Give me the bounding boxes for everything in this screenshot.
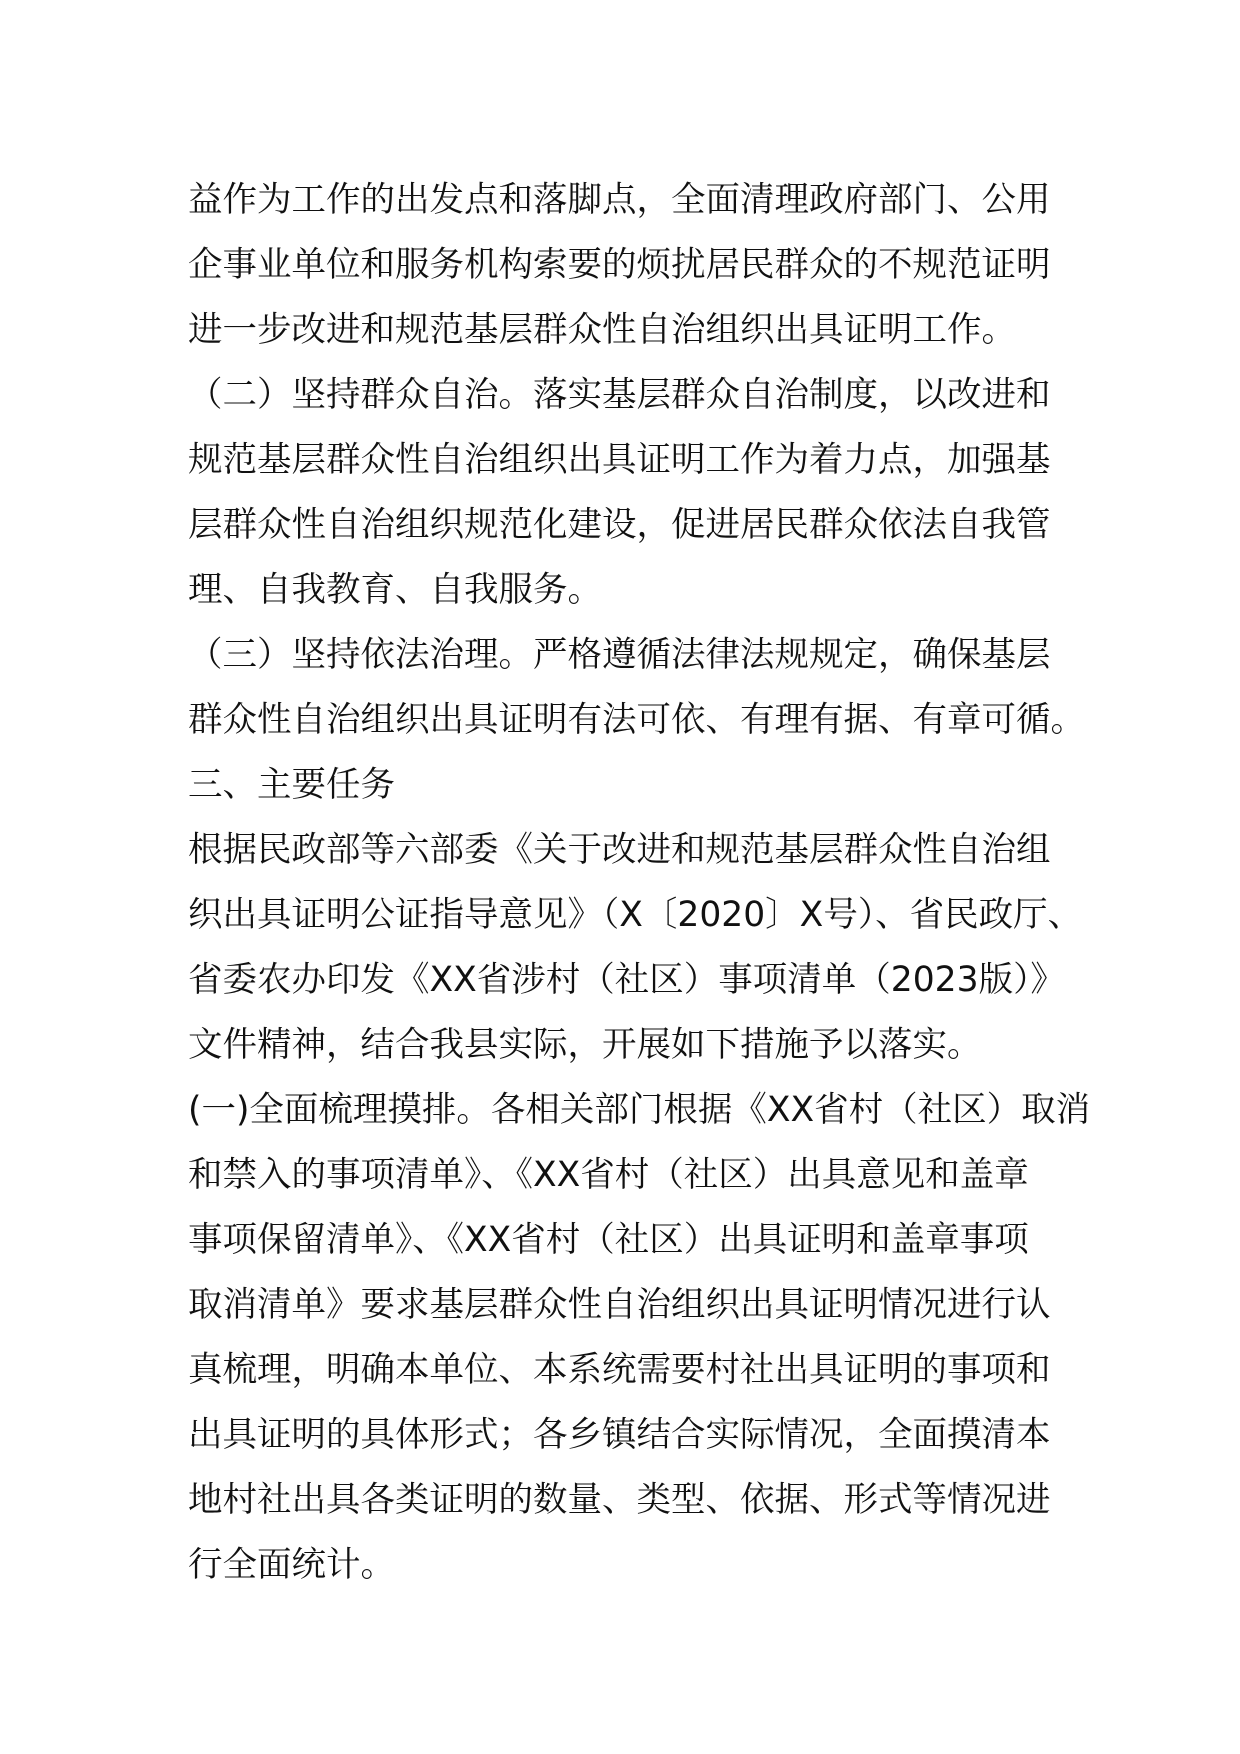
text-line: 和禁入的事项清单》、《XX省村（社区）出具意见和盖章 [188,1155,1029,1195]
text-line: 省委农办印发《XX省涉村（社区）事项清单（2023版）》 [188,960,1065,1000]
text-line: 益作为工作的出发点和落脚点，全面清理政府部门、公用 [188,180,1051,220]
text-line: 规范基层群众性自治组织出具证明工作为着力点，加强基 [188,440,1051,480]
text-line: 行全面统计。 [188,1545,395,1585]
text-line: 出具证明的具体形式；各乡镇结合实际情况，全面摸清本 [188,1415,1051,1455]
text-line: 地村社出具各类证明的数量、类型、依据、形式等情况进 [188,1480,1051,1520]
text-line: 取消清单》要求基层群众性自治组织出具证明情况进行认 [188,1285,1051,1325]
text-line: 群众性自治组织出具证明有法可依、有理有据、有章可循。 [188,700,1085,740]
text-line: 企事业单位和服务机构索要的烦扰居民群众的不规范证明 [188,245,1051,285]
text-line: （三）坚持依法治理。严格遵循法律法规规定，确保基层 [188,635,1051,675]
text-line: 层群众性自治组织规范化建设，促进居民群众依法自我管 [188,505,1051,545]
text-line: 真梳理，明确本单位、本系统需要村社出具证明的事项和 [188,1350,1051,1390]
text-line: 理、自我教育、自我服务。 [188,570,602,610]
text-line: 事项保留清单》、《XX省村（社区）出具证明和盖章事项 [188,1220,1029,1260]
text-line: （二）坚持群众自治。落实基层群众自治制度，以改进和 [188,375,1051,415]
text-line: 文件精神，结合我县实际，开展如下措施予以落实。 [188,1025,982,1065]
document-body [188,168,1091,1598]
section-heading: 三、主要任务 [188,765,395,805]
text-line: (一)全面梳理摸排。各相关部门根据《XX省村（社区）取消 [188,1090,1091,1130]
text-line: 进一步改进和规范基层群众性自治组织出具证明工作。 [188,310,1016,350]
text-line: 根据民政部等六部委《关于改进和规范基层群众性自治组 [188,830,1051,870]
text-line: 织出具证明公证指导意见》（X〔2020〕X号）、省民政厅、 [188,895,1083,935]
